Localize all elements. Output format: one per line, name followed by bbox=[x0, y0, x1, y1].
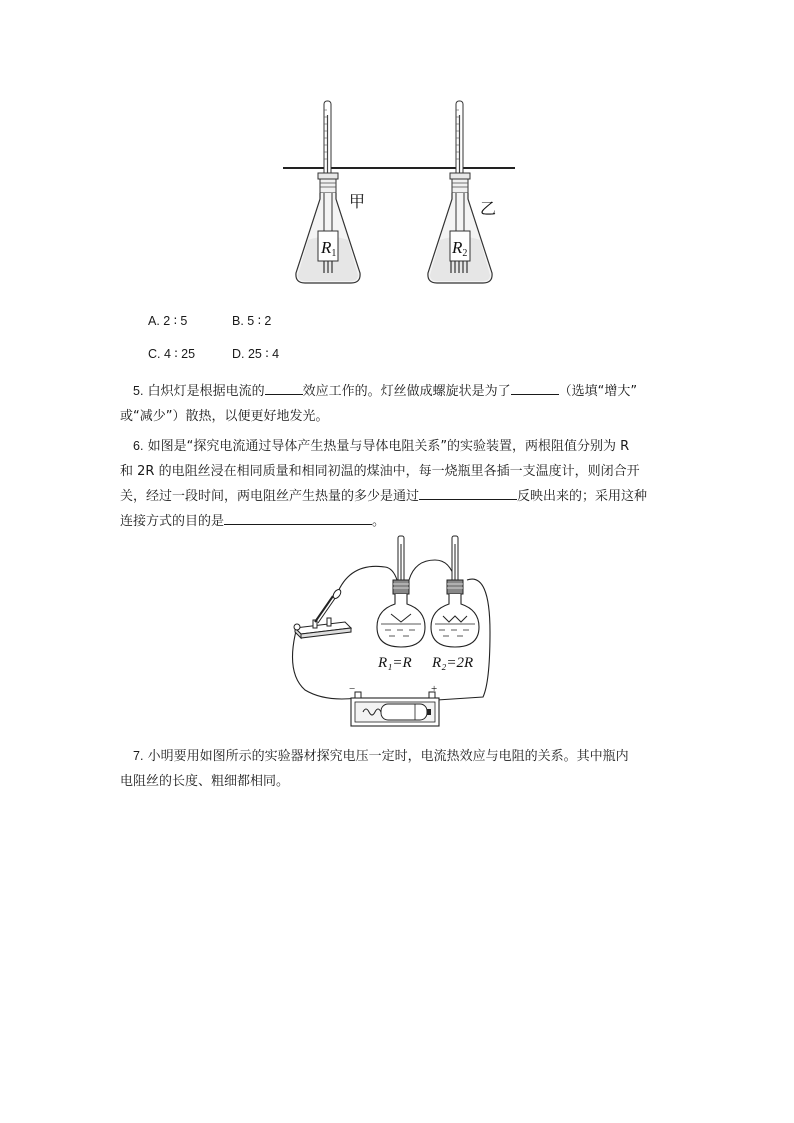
knife-switch bbox=[294, 588, 351, 638]
option-d[interactable]: D. 25 ∶ 4 bbox=[232, 347, 280, 361]
option-c[interactable]: C. 4 ∶ 25 bbox=[148, 347, 196, 361]
q6-text-1: 如图是“探究电流通过导体产生热量与导体电阻关系”的实验装置，两根阻值分别为 R bbox=[147, 439, 630, 454]
q7-text-1: 小明要用如图所示的实验器材探究电压一定时，电流热效应与电阻的关系。其中瓶内 bbox=[147, 749, 629, 764]
label-yi: 乙 bbox=[480, 199, 497, 218]
question-7 bbox=[120, 744, 680, 794]
q5-text-1b: 效应工作的。灯丝做成螺旋状是为了 bbox=[302, 384, 511, 399]
question-6 bbox=[120, 434, 680, 534]
figure-circuit bbox=[285, 532, 500, 732]
q6-line-1 bbox=[120, 434, 680, 459]
battery-minus-sign: − bbox=[349, 683, 356, 695]
q6-text-4a: 连接方式的目的是 bbox=[120, 514, 225, 529]
round-flask-right bbox=[431, 536, 479, 647]
resistor-r2-label: R2 bbox=[452, 238, 468, 259]
option-a[interactable]: A. 2 ∶ 5 bbox=[148, 314, 188, 328]
label-r2-eq-2r: R₂=2R bbox=[432, 655, 474, 671]
round-flask-left bbox=[377, 536, 425, 647]
thermometer-right bbox=[456, 101, 463, 183]
q6-text-4b: 。 bbox=[372, 514, 386, 529]
stopper-left bbox=[318, 173, 338, 193]
battery-plus-sign: + bbox=[431, 683, 438, 695]
q5-line-1 bbox=[120, 379, 680, 404]
option-b[interactable]: B. 5 ∶ 2 bbox=[232, 314, 272, 328]
q5-blank-2[interactable] bbox=[511, 380, 559, 395]
q6-number: 6. bbox=[133, 439, 144, 453]
q5-text-1a: 白炽灯是根据电流的 bbox=[147, 384, 265, 399]
label-jia: 甲 bbox=[349, 192, 366, 211]
q7-number: 7. bbox=[133, 749, 144, 763]
figure-flasks-jia-yi bbox=[280, 95, 520, 295]
q5-text-1c: （选填“增大” bbox=[558, 384, 638, 399]
q6-line-2: 和 2R 的电阻丝浸在相同质量和相同初温的煤油中，每一烧瓶里各插一支温度计，则闭合开 bbox=[120, 464, 640, 479]
label-r1-eq-r: R₁=R bbox=[378, 655, 412, 671]
q5-line-2: 或“减少”）散热，以便更好地发光。 bbox=[120, 409, 329, 424]
question-5 bbox=[120, 379, 680, 429]
q6-line-3 bbox=[120, 484, 680, 509]
q7-line-2: 电阻丝的长度、粗细都相同。 bbox=[120, 774, 290, 789]
q6-text-3a: 关，经过一段时间，两电阻丝产生热量的多少是通过 bbox=[120, 489, 420, 504]
q6-blank-2[interactable] bbox=[224, 510, 372, 525]
battery-holder bbox=[351, 692, 439, 726]
q6-line-4 bbox=[120, 509, 680, 534]
q6-text-3b: 反映出来的；采用这种 bbox=[517, 489, 648, 504]
resistor-r1-label: R1 bbox=[321, 238, 337, 259]
thermometer-left bbox=[324, 101, 331, 183]
q5-blank-1[interactable] bbox=[265, 380, 303, 395]
q7-line-1 bbox=[120, 744, 680, 769]
q6-blank-1[interactable] bbox=[419, 485, 517, 500]
q5-number: 5. bbox=[133, 384, 144, 398]
stopper-right bbox=[450, 173, 470, 193]
